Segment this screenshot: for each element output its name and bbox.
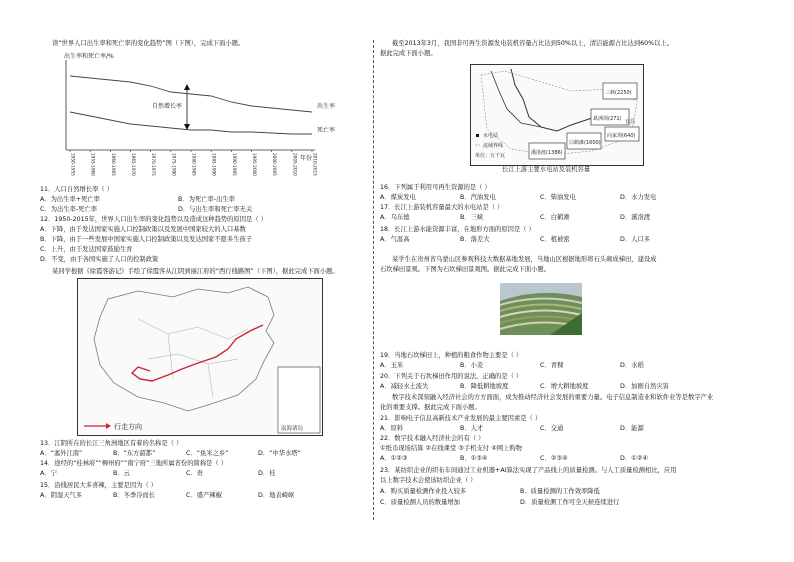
q18-stem: 18．长江上游水能资源丰富，在地形方面的原因是（ ） [380,226,535,233]
arrow-head-up [184,84,190,90]
station-label-5: 向家坝(640) [607,133,636,139]
intro-text: 读“世界人口出生率和死亡率的变化趋势”图（下图），完成下面小题。 [52,40,245,47]
station-marker [476,134,479,137]
q15-option-b[interactable]: B．冬季冷而长 [113,492,156,499]
q20-option-a[interactable]: A．减轻水土流失 [380,383,429,390]
q20-option-c[interactable]: C．增大耕地坡度 [540,383,589,390]
q20-option-b[interactable]: B．降低耕地坡度 [460,383,509,390]
q15-option-a[interactable]: A．阴湿天气多 [40,492,83,499]
q18-option-b[interactable]: B．落差大 [460,236,490,243]
q21-option-c[interactable]: C．交通 [540,425,564,432]
q20-stem: 20．下列关于石坎梯田作用的说法，正确的是（ ） [380,373,523,380]
legend-label: 行走方向 [114,423,142,431]
intro-text-2: 某同学根据《徐霞客游记》手绘了徐霞客从江阴到丽江府的“西行线路图”（下图），据此完成下面小题。 [52,268,339,275]
q13-stem: 13．江阴所在的长江三角洲地区有着的名称是（ ） [40,440,183,447]
station-label-2: 葛洲坝(271) [593,116,622,122]
q22-option-c[interactable]: C．②③④ [540,455,568,462]
q12-option-a[interactable]: A．下降，由于发达国家实施人口控制政策以及发展中国家较大的人口基数 [40,226,246,233]
intro-text-4: 某学生在贵州省乌蒙山区参观科技大数据基地发展，当地山区根据地形将石头砌成梯田，建设成 [392,256,657,263]
q22-stem: 22．数字技术融入经济社会的有（ ） [380,435,485,442]
x-tick-label: 1960-1965 [110,153,116,176]
q21-option-b[interactable]: B．人才 [460,425,484,432]
city-label: 宜昌 [625,119,636,125]
route-line [132,325,263,381]
q17-option-d[interactable]: D．溪洛渡 [620,214,651,221]
q14-option-c[interactable]: C．贵 [186,470,203,477]
q13-option-b[interactable]: B．“东方韶都” [113,450,156,457]
hydropower-map [470,64,644,166]
q12-option-c[interactable]: C．上升，由于发达国家鼓励生育 [40,246,133,253]
x-axis-unit: 年份 [300,155,313,162]
q23-option-a[interactable]: A．购买质量检测作业投入较多 [380,488,467,495]
station-label-3: 白鹤滩(1600) [569,140,601,146]
terrace-photo [500,283,582,335]
q16-stem: 16．下列属于利用可再生资源的是（ ） [380,184,491,191]
station-label-1: 三峡(2250) [605,90,632,96]
x-tick-label: 1950-1955 [70,153,76,176]
x-tick-label: 2000-2005 [272,153,278,176]
q16-option-b[interactable]: B．汽油发电 [460,194,496,201]
x-tick-label: 1990-1995 [231,153,237,176]
birth-rate-label: 出生率 [317,103,335,110]
legend-station: 水电站 [483,133,499,139]
series-line-0 [70,76,312,112]
q19-option-b[interactable]: B．小麦 [460,362,484,369]
q23-option-d[interactable]: D．质量检测工作可全天候连续进行 [520,499,620,506]
xu-xiake-route-map [77,278,323,436]
intro-text-3b: 据此完成下面小题。 [380,50,437,57]
q22-option-a[interactable]: A．①②③ [380,455,408,462]
q11-option-d[interactable]: D．与出生率和死亡率无关 [178,206,253,213]
x-tick-label: 1955-1960 [90,153,96,176]
river-branch [491,71,541,127]
q16-option-d[interactable]: D．水力发电 [620,194,657,201]
q19-option-a[interactable]: A．玉米 [380,362,404,369]
q21-stem: 21．影响电子信息高新技术产业发展的最主要因素是（ ） [380,415,542,422]
q21-option-a[interactable]: A．原料 [380,425,404,432]
map-caption: 长江上游主要水电站及装机容量 [502,166,591,173]
q14-option-b[interactable]: B．云 [113,470,130,477]
q14-option-d[interactable]: D．桂 [258,470,276,477]
q22-option-b[interactable]: B．①③④ [460,455,488,462]
q15-stem: 15．沿线居民大多喜辣，主要是因为（ ） [40,482,158,489]
x-tick-label: 1980-1985 [191,153,197,176]
q13-option-d[interactable]: D．“中华水塔” [258,450,301,457]
q17-option-a[interactable]: A．乌东德 [380,214,410,221]
q11-option-a[interactable]: A．为出生率+死亡率 [40,196,100,203]
x-tick-label: 1985-1990 [211,153,217,176]
series-line-1 [70,112,312,134]
x-tick-label: 2010-2015 [312,153,318,176]
x-tick-label: 1995-2000 [252,153,257,176]
q19-option-c[interactable]: C．青稞 [540,362,564,369]
q20-option-d[interactable]: D．加剧自然灾害 [620,383,669,390]
line-chart-svg [60,50,335,178]
inset-frame [278,367,320,433]
column-divider [373,40,374,520]
q18-option-a[interactable]: A．气温高 [380,236,410,243]
hydropower-map-svg [471,65,643,165]
route-map-svg [78,279,322,435]
y-axis-label: 出生率和死亡率/% [64,53,114,60]
intro-text-3: 截至2013年3月，我国非可再生资源发电装机容量占比达到50%以上，清洁能源占比达到60%以上。 [392,40,674,47]
province-lines [138,319,248,397]
q14-stem: 14．途经的“桂林府”“柳州府”“南宁府”三地所属省份的简称是（ ） [40,460,228,467]
china-outline [94,287,274,411]
x-tick-label: 2005-2010 [292,153,298,176]
inset-label: 南海诸岛 [281,426,304,432]
q12-stem: 12．1950-2015年，世界人口出生率的变化趋势以及造成这种趋势的原因是（ ） [40,216,267,223]
q23-option-c[interactable]: C．质量检测人员的数量增加 [380,499,460,506]
intro-text-5: 数字技术深刻融入经济社会的方方面面，成为推动经济社会发展的重要力量。电子信息制造业和软件业等是数字产业 [392,394,714,401]
q22-option-d[interactable]: D．①②④ [620,455,649,462]
death-rate-label: 死亡率 [317,127,335,134]
q21-option-d[interactable]: D．能源 [620,425,644,432]
q11-stem: 11．人口自然增长率（ ） [40,186,113,193]
intro-text-5b: 化的重要支撑。据此完成下面小题。 [380,404,481,411]
q18-option-d[interactable]: D．人口多 [620,236,651,243]
x-tick-label: 1975-1980 [171,153,177,176]
legend-unit: 单位：万千瓦 [475,153,506,159]
natural-increase-label: 自然增长率 [152,103,183,110]
x-tick-label: 1970-1975 [151,153,157,176]
q23-option-b[interactable]: B．质量检测的工作效率降低 [520,488,600,495]
q12-option-b[interactable]: B．下降，由于一些发展中国家实施人口控制政策以及发达国家不愿多生孩子 [40,236,253,243]
legend-arrow-head [106,423,111,429]
intro-text-4b: 石坎梯田景观。下图为石坎梯田景观图。据此完成下面小题。 [380,266,551,273]
q13-option-a[interactable]: A．“塞外江南” [40,450,83,457]
q19-stem: 19．当地石坎梯田上，种植的粮食作物主要是（ ） [380,352,523,359]
q22-statements: ①纸币现场结算 ②在线课堂 ③手机支付 ④网上购物 [380,445,522,452]
x-tick-label: 1965-1970 [131,153,136,176]
q14-option-a[interactable]: A．宁 [40,470,57,477]
q19-option-d[interactable]: D．水稻 [620,362,644,369]
q12-option-d[interactable]: D．不变，由于各国实施了人口的控制政策 [40,256,159,263]
q11-option-c[interactable]: C．为出生率-死亡率 [40,206,98,213]
q15-option-d[interactable]: D．地表崎岖 [258,492,295,499]
q16-option-c[interactable]: C．柴油发电 [540,194,576,201]
terrace-photo-svg [500,283,582,335]
q15-option-c[interactable]: C．盛产辣椒 [186,492,222,499]
q23-stem-2: 以上数字技术会使该纺织企业（ ） [380,477,477,484]
q17-option-c[interactable]: C．白鹤滩 [540,214,570,221]
q17-option-b[interactable]: B．三峡 [460,214,484,221]
q23-stem: 23．某纺织企业的织布车间通过工业机器+AI算法实现了产品线上的质量检测。与人工质量检测相比，应用 [380,467,677,474]
q16-option-a[interactable]: A．煤炭发电 [380,194,416,201]
q17-stem: 17．长江上游装机容量最大的水电站是（ ） [380,204,504,211]
q18-option-c[interactable]: C．植被密 [540,236,570,243]
q13-option-c[interactable]: C．“鱼米之乡” [186,450,229,457]
station-label-4: 溪洛渡(1386) [531,150,563,156]
legend-boundary: 流域界线 [483,143,504,149]
q11-option-b[interactable]: B．为死亡率-出生率 [178,196,235,203]
population-rate-chart [60,50,335,178]
